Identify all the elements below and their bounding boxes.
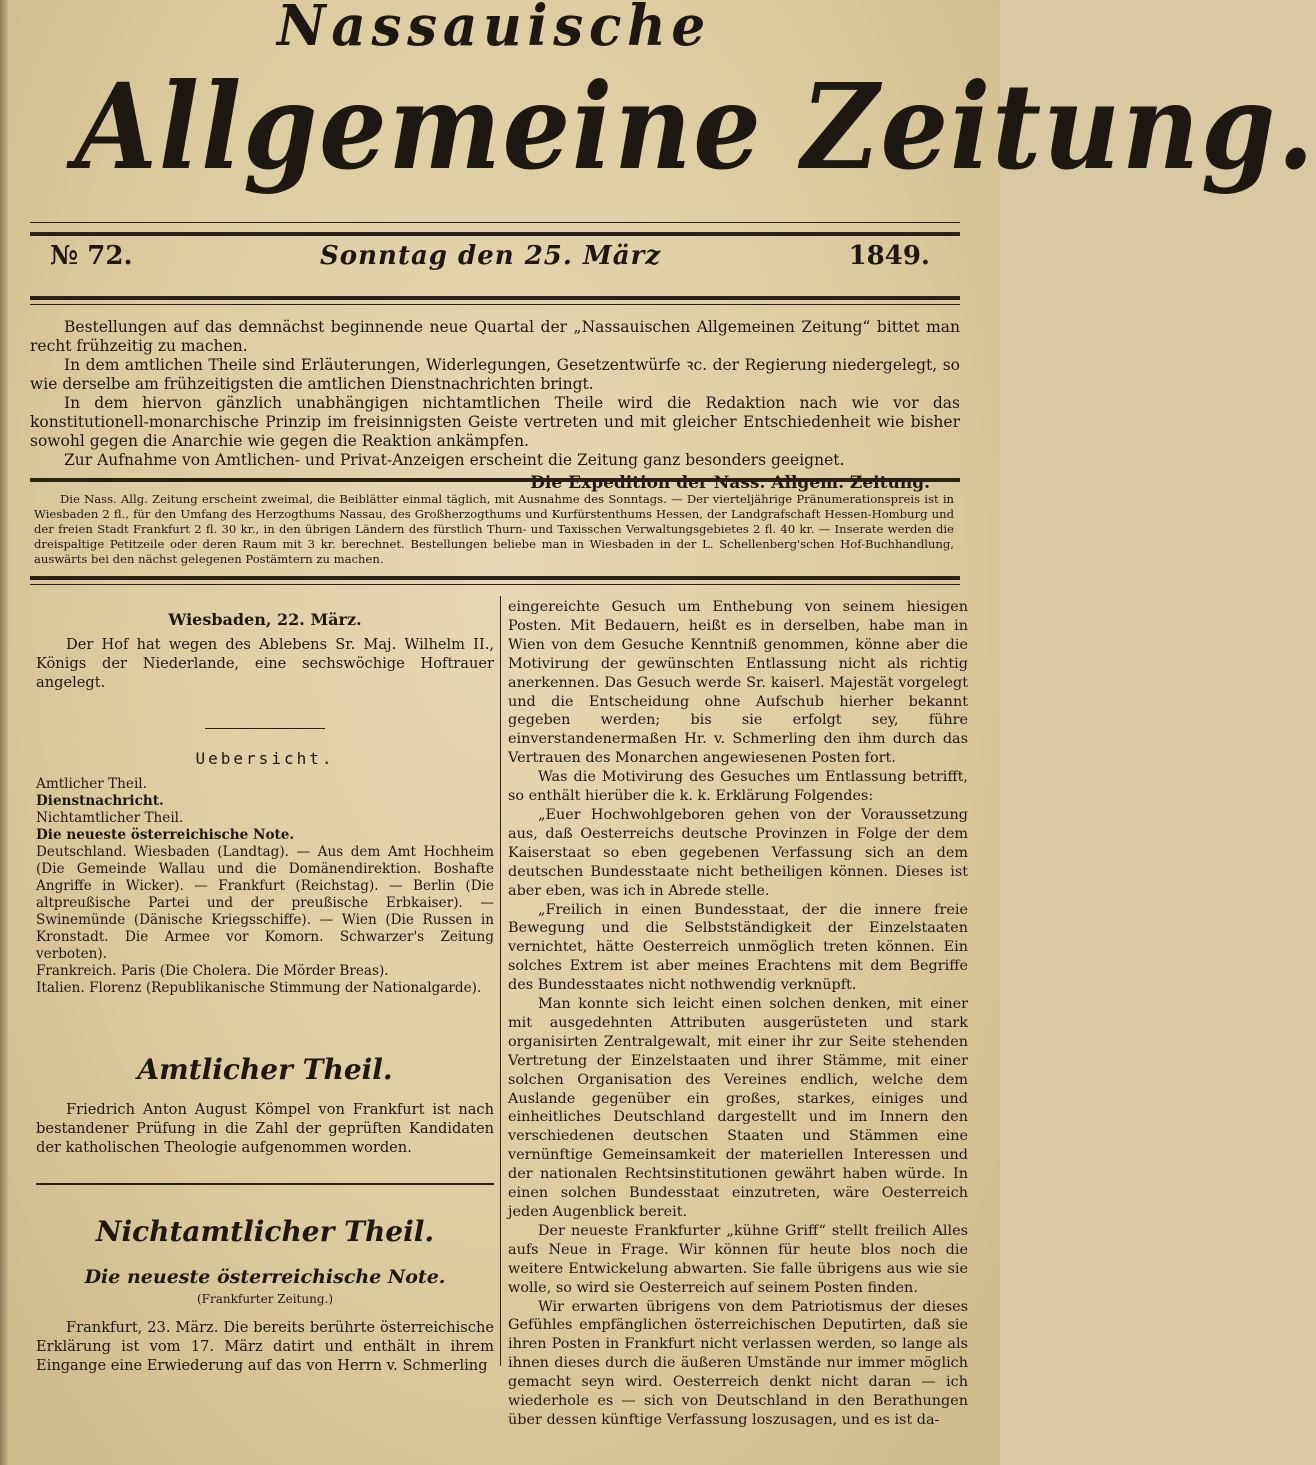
- page-binding-edge: [0, 0, 8, 1465]
- column-divider: [500, 596, 501, 1366]
- amtlicher-theil-title: Amtlicher Theil.: [137, 1053, 393, 1086]
- toc-item: Nichtamtlicher Theil.: [36, 810, 184, 826]
- amtlicher-theil-text: Friedrich Anton August Kömpel von Frankfurt ist nach bestandener Prüfung in die Zahl der geprüften Kandidaten der katholischen Theologie aufgenommen worden.: [36, 1101, 494, 1156]
- notice-signature: Die Expedition der Nass. Allgem. Zeitung.: [530, 473, 930, 493]
- left-column: [36, 598, 494, 1375]
- masthead-title-small: Nassauische: [277, 0, 711, 59]
- toc-item: Amtlicher Theil.: [36, 776, 147, 792]
- terms-rule: [30, 576, 960, 580]
- masthead-rule-top: [30, 222, 960, 223]
- notice-rule: [30, 478, 960, 482]
- toc-item: Frankreich. Paris (Die Cholera. Die Mörder Breas).: [36, 963, 389, 979]
- toc-item: Deutschland. Wiesbaden (Landtag). — Aus dem Amt Hochheim (Die Gemeinde Wallau und die Domänendirektion. Boshafte Angriffe in Wicker). — Frankfurt (Reichstag). — Berlin (Die altpreußische Partei und der preußische Erbkaiser). — Swinemünde (Dänische Kriegsschiffe). — Wien (Die Russen in Kronstadt. Die Armee vor Komorn. Schwarzer's Zeitung verboten).: [36, 844, 494, 962]
- masthead: [28, 0, 1316, 196]
- subscription-terms: [34, 492, 954, 567]
- terms-text: Die Nass. Allg. Zeitung erscheint zweimal, die Beiblätter einmal täglich, mit Ausnahme des Sonntags. — Der vierteljährige Pränumerationspreis ist in Wiesbaden 2 fl., für den Umfang des Herzogthums Nassau, des Großherzogthums und Kurfürstenthums Hessen, der Landgrafschaft Hessen-Homburg und der freien Stadt Frankfurt 2 fl. 30 kr., in den übrigen Ländern des fürstlich Thurn- und Taxisschen Verwaltungsgebietes 2 fl. 40 kr. — Inserate werden die dreispaltige Petitzeile oder deren Raum mit 3 kr. berechnet. Bestellungen beliebe man in Wiesbaden in der L. Schellenberg'schen Hof-Buchhandlung, auswärts bei den nächst gelegenen Postämtern zu machen.: [34, 492, 954, 566]
- frankfurt-article-start: Frankfurt, 23. März. Die bereits berührte österreichische Erklärung ist vom 17. März datirt und enthält in ihrem Eingange eine Erwiederung auf das von Herrn v. Schmerling: [36, 1319, 494, 1374]
- toc-item: Die neueste österreichische Note.: [36, 827, 295, 843]
- article-paragraph: Man konnte sich leicht einen solchen denken, mit einer mit ausgedehnten Attributen ausgerüsteten und stark organisirten Zentralgewalt, mit einer ihr zur Seite stehenden Vertretung der Einzelstaaten und ihrer Stämme, mit einer solchen Organisation des Vereines endlich, welche dem Auslande gegenüber ein großes, starkes, einiges und einheitliches Deutschland dargestellt und im Innern den verschiedenen deutschen Staaten und Stämmen eine vernünftige Gemeinsamkeit der materiellen Interessen und der nationalen Rechtsinstitutionen gewährt haben würde. In einen solchen Bundesstaat einzutreten, wäre Oesterreich jeden Augenblick bereit.: [508, 996, 968, 1220]
- issue-date: Sonntag den 25. März: [320, 241, 662, 271]
- notice-paragraph: Zur Aufnahme von Amtlichen- und Privat-Anzeigen erscheint die Zeitung ganz besonders geeignet.: [64, 451, 845, 469]
- dateline-rule: [30, 296, 960, 300]
- uebersicht-title: Uebersicht.: [195, 749, 335, 768]
- issue-year: 1849.: [848, 241, 930, 271]
- article-paragraph: „Freilich in einen Bundesstaat, der die innere freie Bewegung und die Selbstständigkeit der Einzelstaaten vernichtet, hätte Oesterreich unmöglich treten können. Ein solches Extrem ist aber meines Erachtens mit dem Begriffe des Bundesstaates nicht nothwendig verknüpft.: [508, 901, 968, 994]
- notice-paragraph: Bestellungen auf das demnächst beginnende neue Quartal der „Nassauischen Allgemeinen Zeitung“ bittet man recht frühzeitig zu machen.: [30, 318, 960, 355]
- toc-item: Dienstnachricht.: [36, 793, 164, 809]
- wiesbaden-dateline: Wiesbaden, 22. März.: [168, 610, 362, 629]
- short-divider: [205, 728, 325, 729]
- article-paragraph: Wir erwarten übrigens von dem Patriotismus der dieses Gefühles empfänglichen österreichischen Deputirten, daß sie ihren Posten in Frankfurt nicht verlassen werden, so lange als ihnen dieses durch die äußeren Umstände nur immer möglich gemacht seyn wird. Oesterreich denkt nicht daran — ich wiederhole es — sich von Deutschland in den Berathungen über dessen künftige Verfassung loszusagen, und es ist da-: [508, 1298, 968, 1428]
- subscription-notice: [30, 318, 960, 493]
- right-column: [508, 598, 968, 1430]
- issue-number: № 72.: [50, 241, 133, 271]
- notice-paragraph: In dem amtlichen Theile sind Erläuterungen, Widerlegungen, Gesetzentwürfe ꝛc. der Regierung niedergelegt, so wie derselbe am frühzeitigsten die amtlichen Dienstnachrichten bringt.: [30, 356, 960, 393]
- court-mourning-text: Der Hof hat wegen des Ablebens Sr. Maj. Wilhelm II., Königs der Niederlande, eine sechswöchige Hoftrauer angelegt.: [36, 636, 494, 691]
- article-paragraph: eingereichte Gesuch um Enthebung von seinem hiesigen Posten. Mit Bedauern, heißt es in derselben, habe man in Wien von dem Gesuche Kenntniß genommen, könne aber die Motivirung der gewünschten Entlassung nicht als richtig anerkennen. Das Gesuch werde Sr. kaiserl. Majestät vorgelegt und die Entscheidung ohne Aufschub hierher bekannt gegeben werden; bis sie erfolgt sey, führe einverstandenermaßen Hr. v. Schmerling den ihm durch das Vertrauen des Monarchen angewiesenen Posten fort.: [508, 599, 968, 767]
- table-of-contents: [36, 776, 494, 997]
- notice-paragraph: In dem hiervon gänzlich unabhängigen nichtamtlichen Theile wird die Redaktion nach wie vor das konstitutionell-monarchische Prinzip im freisinnigsten Geiste vertreten und mit gleicher Entschiedenheit wie bisher sowohl gegen die Anarchie wie gegen die Reaktion ankämpfen.: [30, 394, 960, 450]
- article-paragraph: Was die Motivirung des Gesuches um Entlassung betrifft, so enthält hierüber die k. k. Erklärung Folgendes:: [508, 769, 968, 805]
- issue-dateline: [50, 236, 930, 276]
- section-rule: [36, 1183, 494, 1185]
- dateline-rule-thin: [30, 304, 960, 305]
- terms-rule-thin: [30, 584, 960, 585]
- toc-item: Italien. Florenz (Republikanische Stimmung der Nationalgarde).: [36, 980, 482, 996]
- article-paragraph: Der neueste Frankfurter „kühne Griff“ stellt freilich Alles aufs Neue in Frage. Wir können für heute blos noch die weitere Entwickelung abwarten. Sie falle übrigens aus wie sie wolle, so wird sie Oesterreich auf seinem Posten finden.: [508, 1222, 968, 1296]
- note-source: (Frankfurter Zeitung.): [196, 1292, 333, 1306]
- nichtamtlicher-theil-title: Nichtamtlicher Theil.: [95, 1215, 435, 1248]
- note-title: Die neueste österreichische Note.: [84, 1266, 446, 1288]
- article-paragraph: „Euer Hochwohlgeboren gehen von der Voraussetzung aus, daß Oesterreichs deutsche Provinzen in Folge der dem Kaiserstaat so eben gegebenen Verfassung sich an dem deutschen Bundesstaate nicht betheiligen können. Dieses ist aber eben, was ich in Abrede stelle.: [508, 806, 968, 899]
- masthead-title-large: Allgemeine Zeitung.: [74, 57, 1316, 196]
